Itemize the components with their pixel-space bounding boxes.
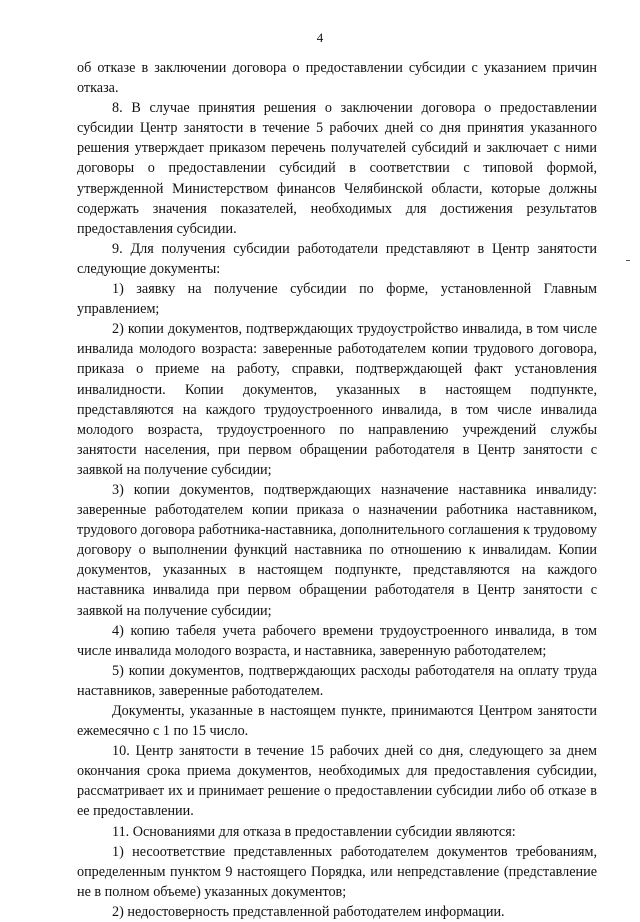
subitem-5-expense-docs: 5) копии документов, подтверждающих расходы работодателя на оплату труда наставников, заверенные работодателем. xyxy=(77,662,597,699)
paragraph-item-8: 8. В случае принятия решения о заключении договора о предоставлении субсидии Центр занятости в течение 5 рабочих дней со дня принятия указанного решения утверждает приказом перечень получателей субсидий и заключает с ними договоры о предоставлении субсидий в соответствии с типовой формой, утвержденной Министерством финансов Челябинской области, которые должны содержать значения показателей, необходимых для достижения результатов предоставления субсидии. xyxy=(77,100,597,237)
paragraph-continuation: об отказе в заключении договора о предоставлении субсидии с указанием причин отказа. xyxy=(77,60,597,97)
paragraph-item-10: 10. Центр занятости в течение 15 рабочих дней со дня, следующего за днем окончания срока приема документов, необходимых для предоставления субсидии, рассматривает их и принимает решение о предоставлении субсидии либо об отказе в ее предоставлении. xyxy=(77,743,597,820)
refusal-reason-2: 2) недостоверность представленной работодателем информации. xyxy=(112,903,505,920)
paragraph-item-9: 9. Для получения субсидии работодатели представляют в Центр занятости следующие документы: xyxy=(77,240,597,277)
subitem-3-mentor-docs: 3) копии документов, подтверждающих назначение наставника инвалиду: заверенные работодателем копии приказа о назначении работника наставником, трудового договора работника-наставника, дополнительного соглашения к трудовому договору о выполнении функций наставника по отношению к инвалидам. Копии документов, указанных в настоящем подпункте, представляются на каждого наставника инвалида при первом обращении работодателя в Центр занятости с заявкой на получение субсидии; xyxy=(77,481,597,619)
refusal-reason-1: 1) несоответствие представленных работодателем документов требованиям, определенным пунктом 9 настоящего Порядка, или непредставление (представление не в полном объеме) указанных документов; xyxy=(77,843,597,900)
page-number: 4 xyxy=(316,30,324,45)
subitem-1-application: 1) заявку на получение субсидии по форме, установленной Главным управлением; xyxy=(77,281,597,318)
scan-edge-mark xyxy=(626,260,630,261)
subitem-2-employment-docs: 2) копии документов, подтверждающих трудоустройство инвалида, в том числе инвалида молодого возраста: заверенные работодателем копии трудового договора, приказа о приеме на работу, справки, подтверждающей факт установления инвалидности. Копии документов, указанных в настоящем подпункте, представляются на каждого трудоустроенного инвалида, в том числе инвалида молодого возраста, трудоустроенного по направлению учреждений службы занятости населения, при первом обращении работодателя в Центр занятости с заявкой на получение субсидии; xyxy=(77,321,597,478)
paragraph-documents-accepted: Документы, указанные в настоящем пункте, принимаются Центром занятости ежемесячно с 1 по 15 число. xyxy=(77,703,597,740)
subitem-4-timesheet: 4) копию табеля учета рабочего времени трудоустроенного инвалида, в том числе инвалида молодого возраста, и наставника, заверенную работодателем; xyxy=(77,622,597,659)
document-body xyxy=(77,58,597,922)
paragraph-item-11: 11. Основаниями для отказа в предоставлении субсидии являются: xyxy=(112,823,516,840)
